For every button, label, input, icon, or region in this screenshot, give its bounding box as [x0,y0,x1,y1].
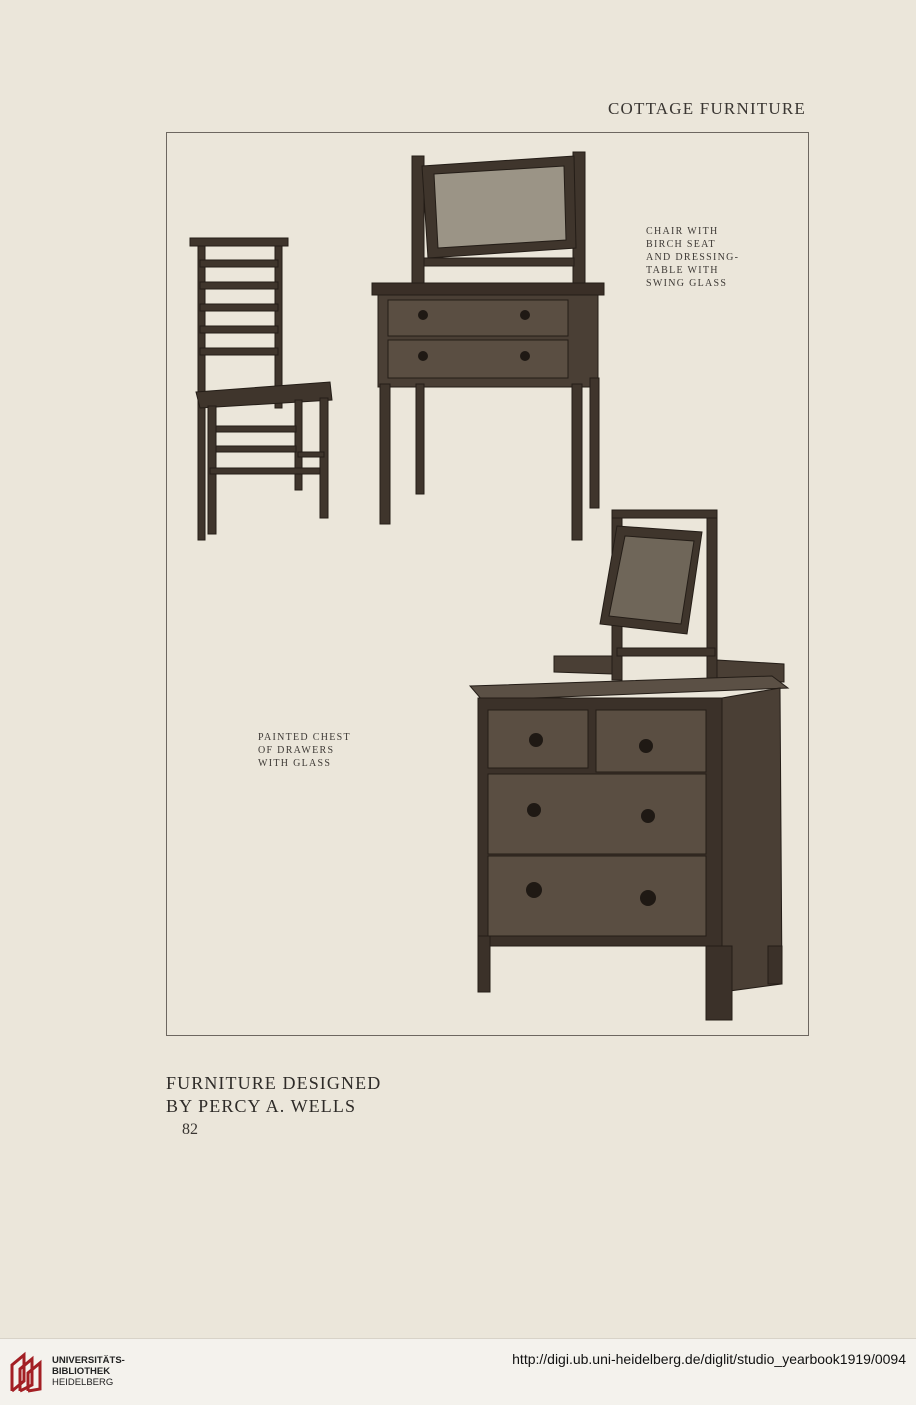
running-head: COTTAGE FURNITURE [607,99,806,118]
permalink-url[interactable]: http://digi.ub.uni-heidelberg.de/diglit/studio_yearbook1919/0094 [512,1351,906,1367]
designer-credit [166,1072,381,1118]
page-number: 82 [182,1121,198,1138]
library-name-line-2: BIBLIOTHEK [52,1366,111,1377]
library-name-line-3: HEIDELBERG [52,1377,114,1388]
chair-illustration [180,232,340,542]
library-footer [0,1338,916,1405]
library-name [52,1355,125,1388]
library-name-line-1: UNIVERSITÄTS- [52,1355,125,1366]
chest-of-drawers-illustration [462,506,797,1026]
caption-chair-dressing-table: CHAIR WITH BIRCH SEAT AND DRESSING- TABLE WITH SWING GLASS [646,226,740,289]
credit-line-1: FURNITURE DESIGNED [166,1073,382,1093]
university-library-logo [8,1347,44,1395]
dressing-table-illustration [368,148,613,548]
caption-chest-of-drawers: PAINTED CHEST OF DRAWERS WITH GLASS [258,732,351,769]
credit-line-2: BY PERCY A. WELLS [166,1096,357,1116]
